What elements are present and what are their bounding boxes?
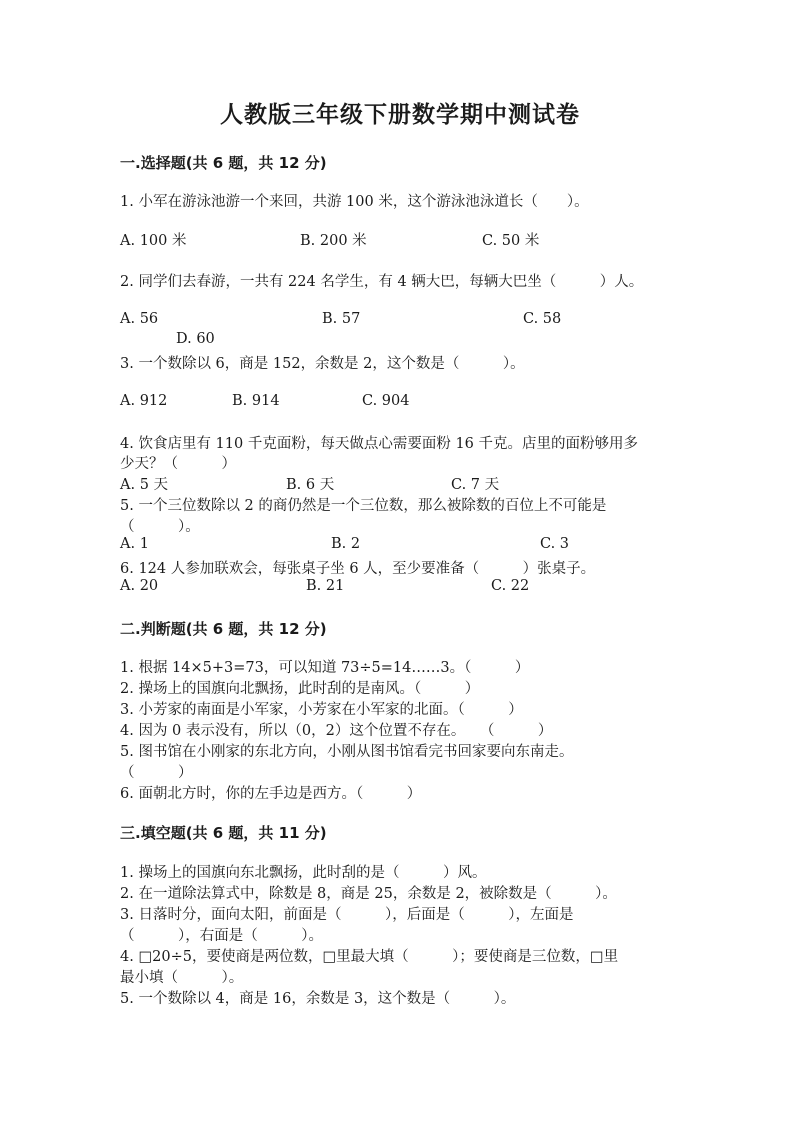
option-c: C. 3 bbox=[540, 536, 570, 552]
option-b: B. 200 米 bbox=[300, 233, 367, 249]
statement: 5. 图书馆在小刚家的东北方向，小刚从图书馆看完书回家要向东南走。 bbox=[120, 744, 574, 760]
page-title: 人教版三年级下册数学期中测试卷 bbox=[220, 101, 580, 128]
option-a: A. 1 bbox=[120, 536, 149, 552]
statement: 3. 小芳家的南面是小军家，小芳家在小军家的北面。（ ） bbox=[120, 702, 523, 718]
option-a: A. 56 bbox=[120, 311, 159, 327]
option-c: C. 904 bbox=[362, 393, 410, 409]
question-text: 4. 饮食店里有 110 千克面粉，每天做点心需要面粉 16 千克。店里的面粉够用多 bbox=[120, 436, 639, 452]
option-b: B. 914 bbox=[232, 393, 280, 409]
fill-question: 2. 在一道除法算式中，除数是 8，商是 25，余数是 2，被除数是（ ）。 bbox=[120, 886, 617, 902]
statement: 6. 面朝北方时，你的左手边是西方。（ ） bbox=[120, 786, 422, 802]
fill-question: 1. 操场上的国旗向东北飘扬，此时刮的是（ ）风。 bbox=[120, 865, 487, 881]
fill-question-cont: （ ），右面是（ ）。 bbox=[120, 928, 323, 944]
option-a: A. 912 bbox=[120, 393, 168, 409]
fill-question: 5. 一个数除以 4，商是 16，余数是 3，这个数是（ ）。 bbox=[120, 991, 516, 1007]
question-text: 3. 一个数除以 6，商是 152，余数是 2，这个数是（ ）。 bbox=[120, 356, 525, 372]
option-b: B. 6 天 bbox=[286, 477, 335, 493]
option-c: C. 58 bbox=[523, 311, 562, 327]
statement: 1. 根据 14×5+3=73，可以知道 73÷5=14……3。（ ） bbox=[120, 660, 530, 676]
fill-question-cont: 最小填（ ）。 bbox=[120, 970, 244, 986]
question-text: 2. 同学们去春游，一共有 224 名学生，有 4 辆大巴，每辆大巴坐（ ）人。 bbox=[120, 274, 644, 290]
option-a: A. 5 天 bbox=[120, 477, 169, 493]
option-b: B. 57 bbox=[322, 311, 361, 327]
option-a: A. 20 bbox=[120, 578, 159, 594]
option-b: B. 21 bbox=[306, 578, 345, 594]
option-c: C. 7 天 bbox=[451, 477, 500, 493]
question-text-cont: （ ）。 bbox=[120, 519, 200, 535]
option-d: D. 60 bbox=[176, 331, 215, 347]
fill-question: 3. 日落时分，面向太阳，前面是（ ），后面是（ ），左面是 bbox=[120, 907, 574, 923]
question-text-cont: 少天？（ ） bbox=[120, 456, 236, 472]
statement: 4. 因为 0 表示没有，所以（0，2）这个位置不存在。 （ ） bbox=[120, 723, 553, 739]
option-c: C. 50 米 bbox=[482, 233, 540, 249]
statement: 2. 操场上的国旗向北飘扬，此时刮的是南风。（ ） bbox=[120, 681, 480, 697]
section-heading-judge: 二.判断题(共 6 题，共 12 分) bbox=[120, 620, 327, 638]
question-text: 1. 小军在游泳池游一个来回，共游 100 米，这个游泳池泳道长（ ）。 bbox=[120, 194, 589, 210]
question-text: 5. 一个三位数除以 2 的商仍然是一个三位数，那么被除数的百位上不可能是 bbox=[120, 498, 607, 514]
option-a: A. 100 米 bbox=[120, 233, 187, 249]
question-text: 6. 124 人参加联欢会，每张桌子坐 6 人，至少要准备（ ）张桌子。 bbox=[120, 561, 596, 577]
option-b: B. 2 bbox=[331, 536, 361, 552]
section-heading-fill: 三.填空题(共 6 题，共 11 分) bbox=[120, 824, 327, 842]
section-heading-choice: 一.选择题(共 6 题，共 12 分) bbox=[120, 154, 327, 172]
statement-cont: （ ） bbox=[120, 765, 193, 781]
option-c: C. 22 bbox=[491, 578, 530, 594]
fill-question: 4. □20÷5，要使商是两位数，□里最大填（ ）；要使商是三位数，□里 bbox=[120, 949, 619, 965]
